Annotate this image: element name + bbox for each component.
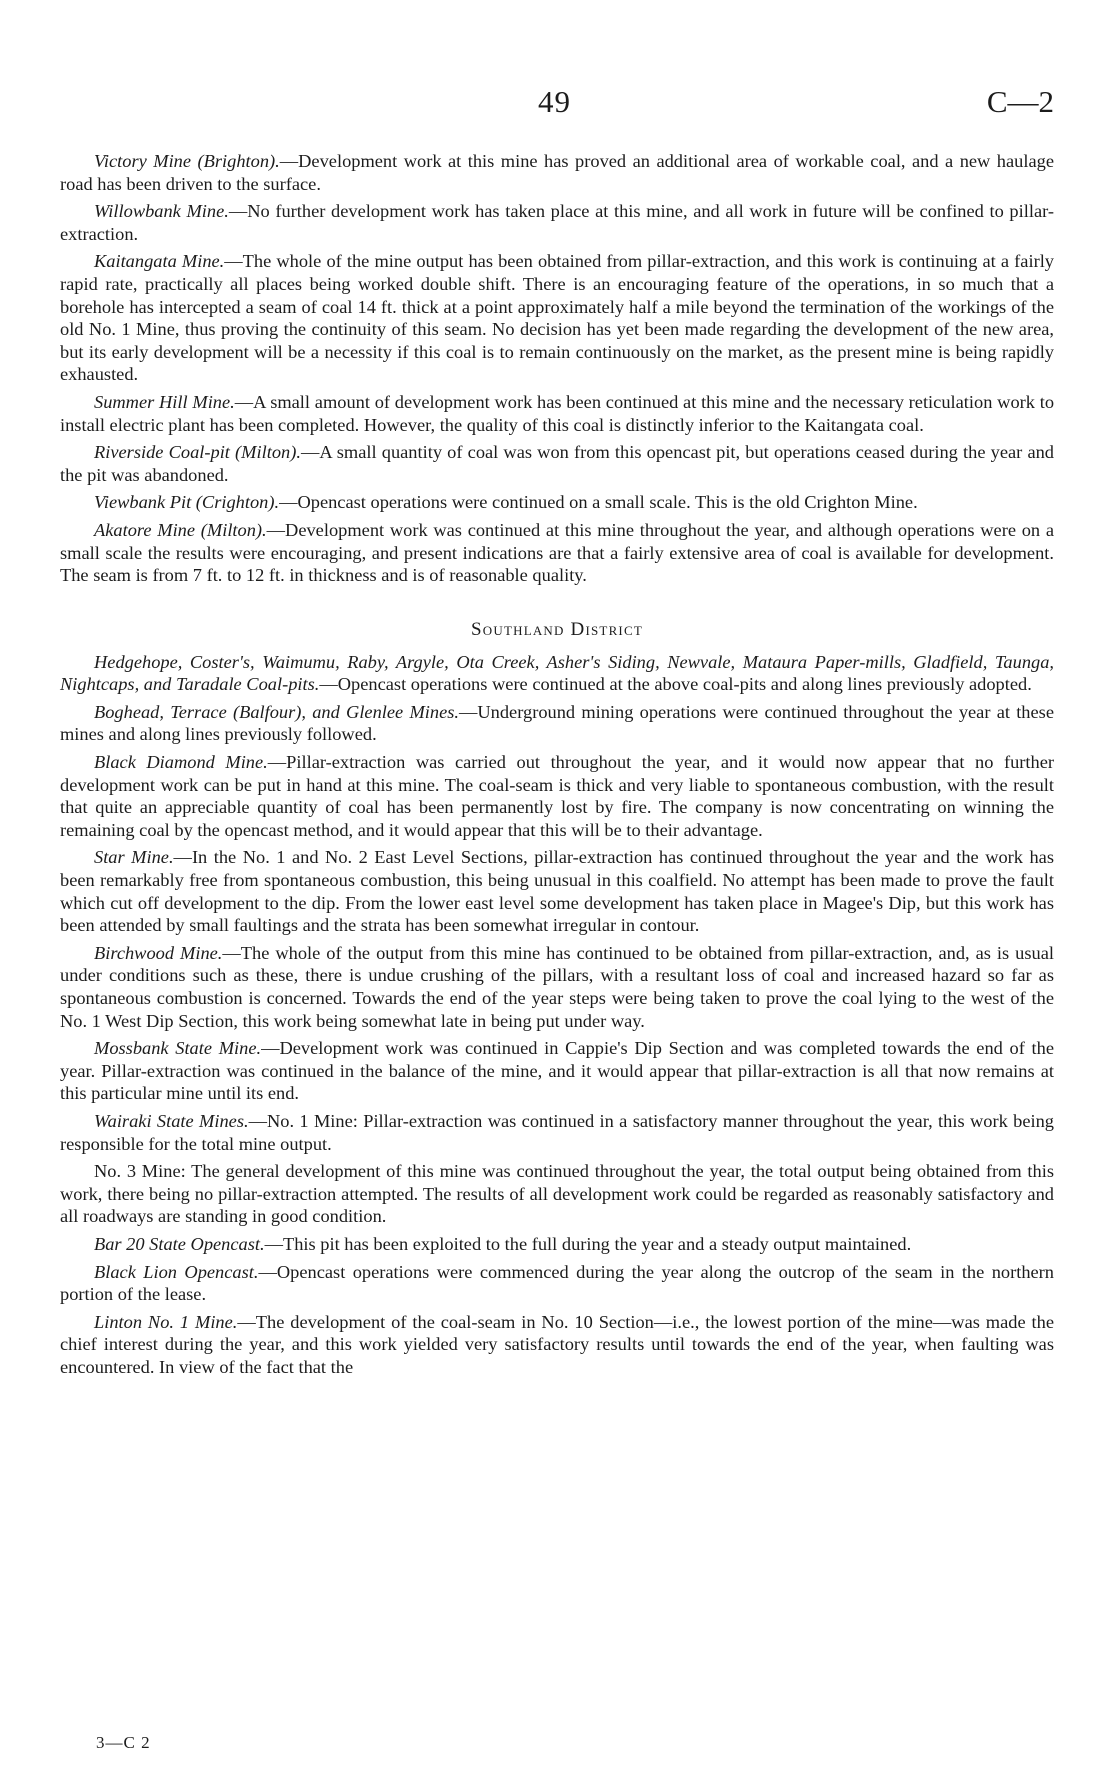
paragraph bbox=[60, 150, 1054, 195]
paragraph-text: —The whole of the mine output has been obtained from pillar-extraction, and this work is continuing at a fairly rapid rate, practically all places being worked double shift. There is an encouraging feature of the operations, in so much that a borehole has intercepted a seam of coal 14 ft. thick at a point approximately half a mile beyond the termination of the workings of the old No. 1 Mine, thus proving the continuity of this seam. No decision has yet been made regarding the development of the new area, but its early development will be a necessity if this coal is to remain continuously on the market, as the present mine is being rapidly exhausted. bbox=[60, 251, 1055, 385]
paragraph bbox=[60, 651, 1054, 696]
paragraph bbox=[60, 846, 1054, 936]
paragraph-heading: Black Lion Opencast. bbox=[94, 1261, 259, 1282]
paragraph bbox=[60, 1110, 1054, 1155]
paragraph bbox=[60, 250, 1054, 386]
paragraph-text: —Opencast operations were continued at the above coal-pits and along lines previously adopted. bbox=[319, 674, 1032, 695]
section-title: Southland District bbox=[471, 618, 643, 640]
paragraph bbox=[60, 1311, 1054, 1379]
paragraph bbox=[60, 1160, 1054, 1228]
paragraph-heading: Birchwood Mine. bbox=[94, 942, 223, 963]
paragraph-text: —Opencast operations were commenced during the year along the outcrop of the seam in the northern portion of the lease. bbox=[60, 1261, 1054, 1305]
paragraph bbox=[60, 491, 1054, 514]
page-number: 49 bbox=[538, 84, 571, 119]
document-body bbox=[60, 150, 1054, 1384]
paragraph-heading: Black Diamond Mine. bbox=[94, 752, 268, 773]
paragraph-heading: Akatore Mine (Milton). bbox=[94, 519, 267, 540]
paragraph-heading: Wairaki State Mines. bbox=[94, 1110, 249, 1131]
paper-code: C—2 bbox=[986, 84, 1054, 119]
paragraph-heading: Riverside Coal-pit (Milton). bbox=[94, 442, 301, 463]
paragraph-heading: Willowbank Mine. bbox=[94, 201, 229, 222]
southland-paragraphs bbox=[60, 651, 1054, 1379]
paragraph-heading: Viewbank Pit (Crighton). bbox=[94, 492, 280, 513]
paragraph-text: —Underground mining operations were continued throughout the year at these mines and along lines previously followed. bbox=[60, 701, 1054, 745]
paragraph-text: —The development of the coal-seam in No. 10 Section—i.e., the lowest portion of the mine—was made the chief interest during the year, and this work yielded very satisfactory results until towards the end of the year, when faulting was encountered. In view of the fact that the bbox=[60, 1311, 1054, 1377]
paragraph-heading: Bar 20 State Opencast. bbox=[94, 1233, 265, 1254]
paragraph-heading: Hedgehope, Coster's, Waimumu, Raby, Argyle, Ota Creek, Asher's Siding, Newvale, Mataura Paper-mills, Gladfield, Taunga, Nightcaps, and Taradale Coal-pits. bbox=[60, 651, 1054, 695]
paragraph bbox=[60, 1233, 1054, 1256]
paragraph-text: —No. 1 Mine: Pillar-extraction was continued in a satisfactory manner throughout the year, this work being responsible for the total mine output. bbox=[60, 1110, 1054, 1154]
paragraph-heading: Star Mine. bbox=[94, 847, 174, 868]
paragraph bbox=[60, 1261, 1054, 1306]
paragraph-text: —This pit has been exploited to the full during the year and a steady output maintained. bbox=[264, 1233, 912, 1254]
paragraph-text: —Development work was continued in Cappie's Dip Section and was completed towards the end of the year. Pillar-extraction was continued in the balance of the mine, and it would appear that pillar-extraction is all that now remains at this particular mine until its end. bbox=[60, 1038, 1054, 1104]
paragraph bbox=[60, 391, 1054, 436]
section-heading bbox=[60, 619, 1054, 641]
paragraph-heading: Mossbank State Mine. bbox=[94, 1038, 262, 1059]
paragraph-text: —Development work at this mine has proved an additional area of workable coal, and a new haulage road has been driven to the surface. bbox=[60, 151, 1054, 194]
printer-signature: 3—C 2 bbox=[96, 1733, 151, 1752]
paragraph bbox=[60, 200, 1054, 245]
paragraph-heading: Victory Mine (Brighton). bbox=[94, 151, 280, 171]
paragraph-text: —A small amount of development work has been continued at this mine and the necessary reticulation work to install electric plant has been completed. However, the quality of this coal is distinctly inferior to the Kaitangata coal. bbox=[60, 391, 1055, 435]
paragraph-heading: Summer Hill Mine. bbox=[94, 391, 235, 412]
paragraph bbox=[60, 441, 1054, 486]
paragraph-text: —The whole of the output from this mine has continued to be obtained from pillar-extraction, and, as is usual under conditions such as these, there is undue crushing of the pillars, with a resultant loss of coal and increased hazard so far as spontaneous combustion is concerned. Towards the end of the year steps were being taken to prove the coal lying to the west of the No. 1 West Dip Section, this work being somewhat late in being put under way. bbox=[60, 942, 1054, 1031]
paragraph bbox=[60, 942, 1054, 1032]
paragraph-heading: Boghead, Terrace (Balfour), and Glenlee Mines. bbox=[94, 701, 459, 722]
paragraph bbox=[60, 701, 1054, 746]
paragraph-text: —Opencast operations were continued on a small scale. This is the old Crighton Mine. bbox=[279, 492, 918, 513]
paragraph-text: —A small quantity of coal was won from this opencast pit, but operations ceased during the year and the pit was abandoned. bbox=[60, 442, 1054, 485]
paragraph-heading: Linton No. 1 Mine. bbox=[94, 1311, 238, 1332]
paragraph-text: —No further development work has taken place at this mine, and all work in future will be confined to pillar-extraction. bbox=[60, 201, 1054, 244]
paragraph-text: —Development work was continued at this mine throughout the year, and although operations were on a small scale the results were encouraging, and present indications are that a fairly extensive area of coal is available for development. The seam is from 7 ft. to 12 ft. in thickness and is of reasonable quality. bbox=[60, 519, 1054, 586]
paragraph-text: —Pillar-extraction was carried out throughout the year, and it would now appear that no further development work can be put in hand at this mine. The coal-seam is thick and very liable to spontaneous combustion, with the result that quite an appreciable quantity of coal has been permanently lost by fire. The company is now concentrating on winning the remaining coal by the opencast method, and it would appear that this will be to their advantage. bbox=[60, 752, 1055, 840]
paragraph-text: No. 3 Mine: The general development of this mine was continued throughout the year, the total output being obtained from this work, there being no pillar-extraction attempted. The results of all development work could be regarded as reasonably satisfactory and all roadways are standing in good condition. bbox=[60, 1161, 1054, 1227]
paragraph bbox=[60, 519, 1054, 587]
paragraph bbox=[60, 751, 1054, 841]
paragraph-text: —In the No. 1 and No. 2 East Level Sections, pillar-extraction has continued throughout the year and the work has been remarkably free from spontaneous combustion, this being unusual in this coalfield. No attempt has been made to prove the fault which cut off development to the dip. From the lower east level some development has taken place in Magee's Dip, but this work has been attended by small faultings and the strata has been somewhat irregular in contour. bbox=[60, 847, 1054, 936]
otago-paragraphs bbox=[60, 150, 1054, 587]
paragraph bbox=[60, 1037, 1054, 1105]
paragraph-heading: Kaitangata Mine. bbox=[94, 251, 225, 272]
